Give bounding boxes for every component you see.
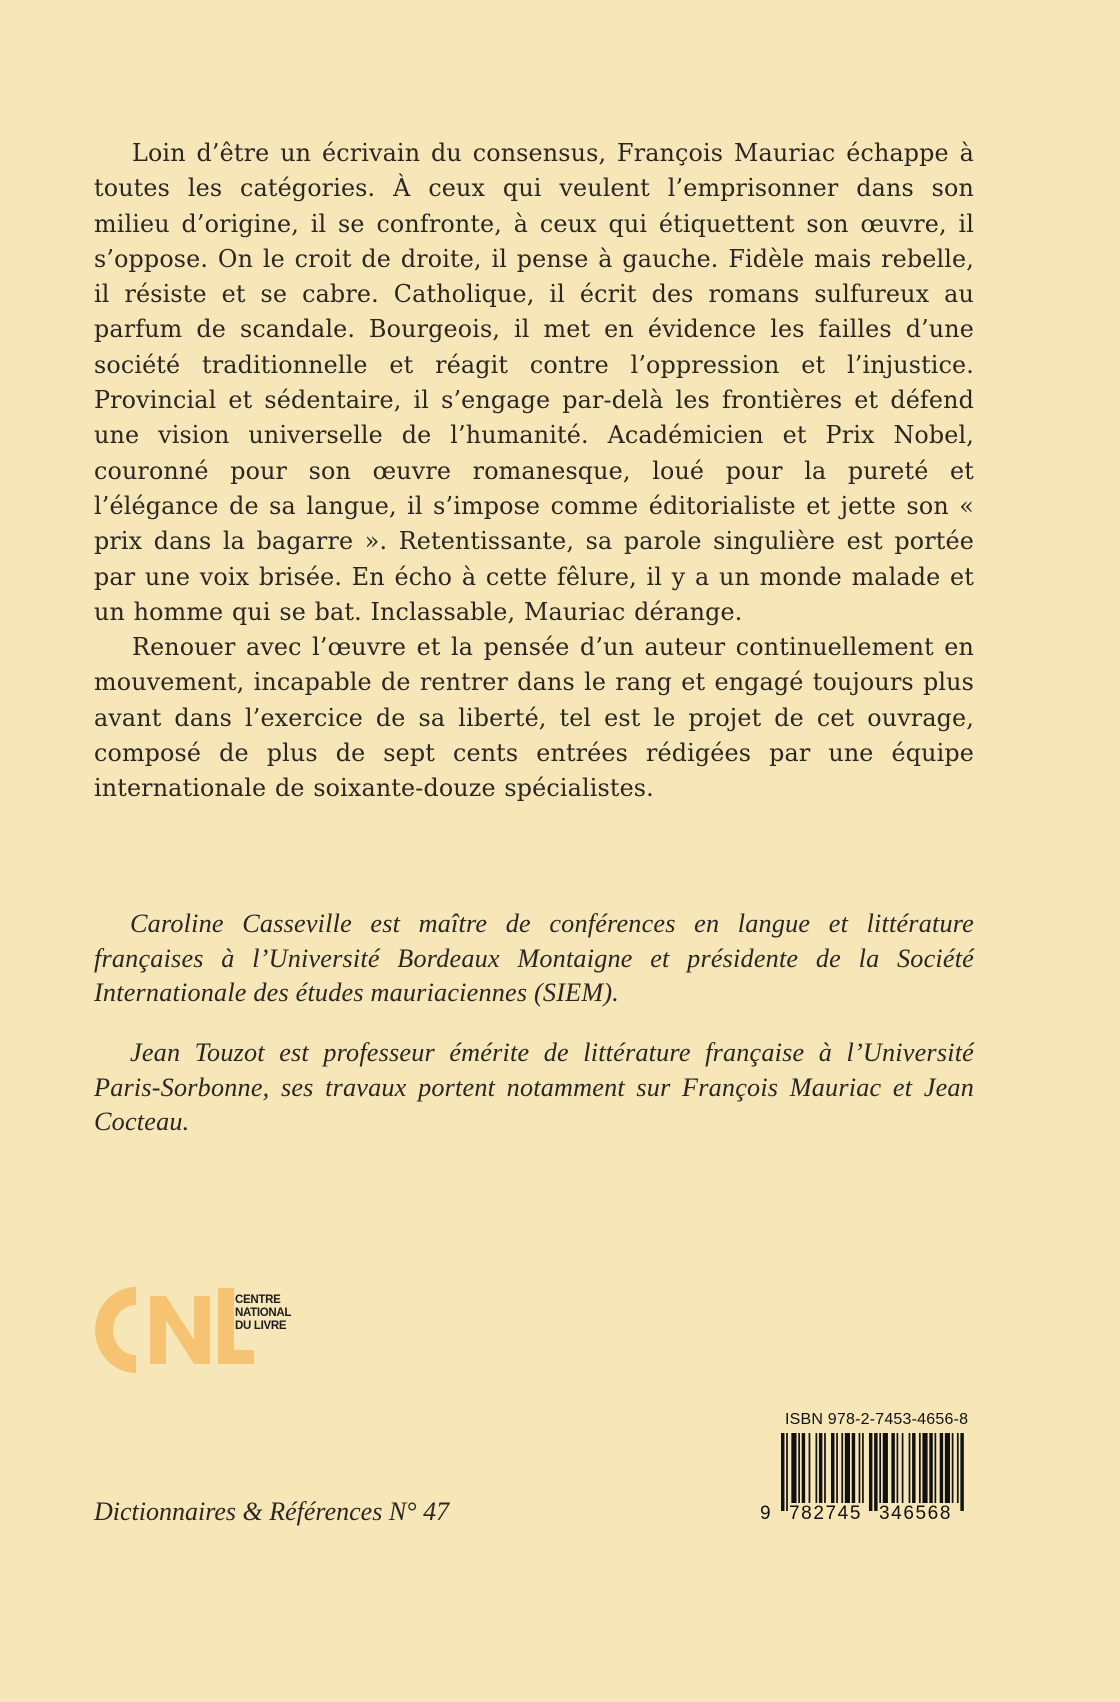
back-cover-summary [94,136,974,807]
barcode-bar [879,1433,881,1503]
barcode-bar [831,1433,834,1503]
summary-paragraph-1: Loin d’être un écrivain du consensus, François Mauriac échappe à toutes les catégories. À ceux qui veulent l’emprisonner dans son milieu d’origine, il se confronte, à ceux qui étiquettent son œuvre, il s’oppose. On le croit de droite, il pense à gauche. Fidèle mais rebelle, il résiste et se cabre. Catholique, il écrit des romans sulfureux au parfum de scandale. Bourgeois, il met en évidence les failles d’une société traditionnelle et réagit contre l’oppression et l’injustice. Provincial et sédentaire, il s’engage par-delà les frontières et défend une vision universelle de l’humanité. Académicien et Prix Nobel, couronné pour son œuvre romanesque, loué pour la pureté et l’élégance de sa langue, il s’impose comme éditorialiste et jette son « prix dans la bagarre ». Retentissante, sa parole singulière est portée par une voix brisée. En écho à cette fêlure, il y a un monde malade et un homme qui se bat. Inclassable, Mauriac dérange. [94,139,974,626]
barcode-bar [859,1433,861,1503]
barcode-bar [869,1433,872,1511]
barcode-bar [929,1433,932,1503]
barcode-digits-left: 782745 [789,1503,863,1524]
barcode-bar [945,1433,950,1503]
bio-text-2: Jean Touzot est professeur émérite de littérature française à l’Université Paris-Sorbonne, ses travaux portent notamment sur François Mauriac et Jean Cocteau. [94,1038,974,1136]
summary-paragraph-2: Renouer avec l’œuvre et la pensée d’un auteur continuellement en mouvement, incapable de rentrer dans le rang et engagé toujours plus avant dans l’exercice de sa liberté, tel est le projet de cet ouvrage, composé de plus de sept cents entrées rédigées par une équipe internationale de soixante-douze spécialistes. [94,633,974,803]
barcode-bar [862,1433,864,1503]
bio-text-1: Caroline Casseville est maître de conférences en langue et littérature françaises à l’Université Bordeaux Montaigne et présidente de la Société Internationale des études mauriaciennes (SIEM). [94,909,974,1007]
barcode-digits-right: 346568 [879,1503,953,1524]
barcode-bar [891,1433,894,1503]
barcode-bar [922,1433,927,1503]
series-title: Dictionnaires & Références N° 47 [94,1497,450,1526]
author-bio-casseville [94,907,974,1011]
cnl-caption-line-2: NATIONAL [235,1307,292,1319]
barcode-bar [836,1433,838,1503]
barcode-bar [874,1433,877,1511]
barcode-bar [940,1433,943,1503]
barcode-bar [852,1433,855,1503]
cnl-caption [235,1294,291,1333]
barcode-bar [786,1433,788,1511]
barcode-bar [841,1433,843,1503]
barcode-bar [809,1433,811,1503]
barcode-bar [781,1433,784,1511]
barcode-bar [960,1433,963,1511]
cnl-caption-line-3: DU LIVRE [235,1320,287,1332]
barcode-bar [919,1433,921,1503]
barcode-bar [912,1433,915,1503]
author-bio-touzot [94,1036,974,1140]
barcode-bar [935,1433,937,1503]
barcode-digit-first: 9 [760,1503,773,1524]
barcode-bar [824,1433,826,1503]
barcode-bar [897,1433,899,1503]
barcode-bar [909,1433,911,1503]
barcode-bar [791,1433,796,1503]
barcode-bar [816,1433,818,1503]
barcode-bar [957,1433,959,1503]
barcode-icon [781,1433,969,1511]
barcode-bar [819,1433,822,1503]
barcode-bar [902,1433,904,1503]
isbn-label: ISBN 978-2-7453-4656-8 [785,1411,969,1428]
barcode-bar [952,1433,954,1503]
barcode-digits [757,1503,977,1527]
barcode-bar [883,1433,888,1503]
isbn-block [757,1411,977,1529]
barcode-bar [845,1433,850,1503]
barcode-bar [802,1433,805,1503]
cnl-caption-line-1: CENTRE [235,1294,281,1306]
barcode-bar [798,1433,800,1503]
